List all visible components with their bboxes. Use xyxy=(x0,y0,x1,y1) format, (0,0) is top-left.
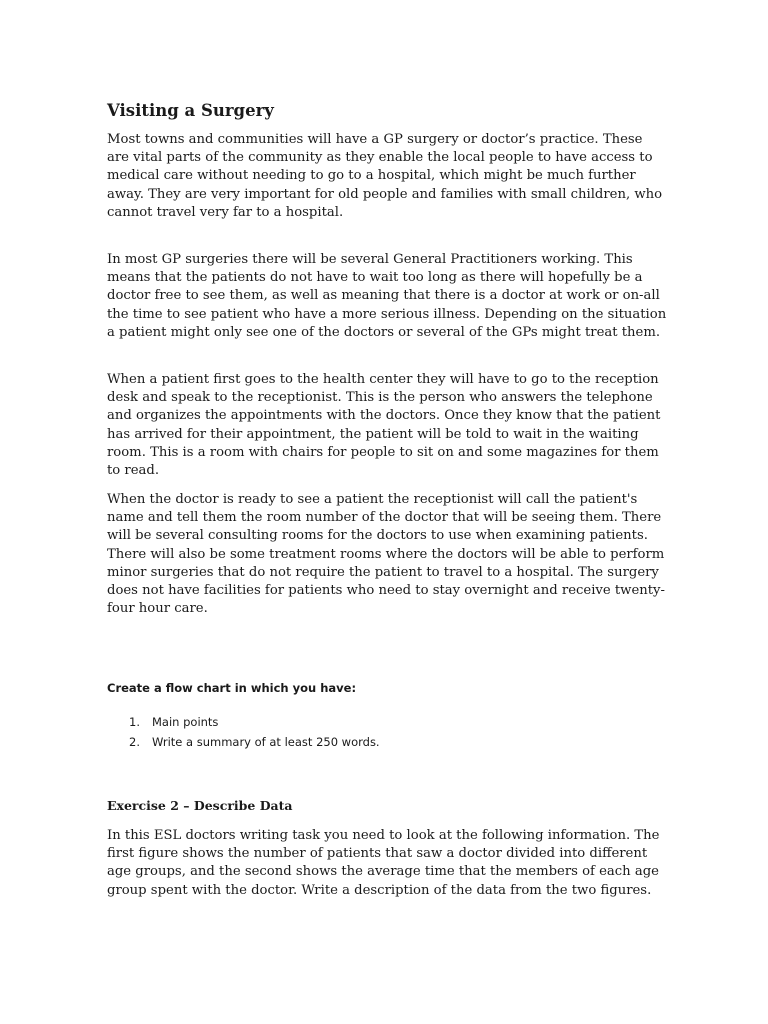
paragraph-consulting-rooms: When the doctor is ready to see a patient the receptionist will call the patient's name and tell them the room number of the doctor that will be seeing them. There will be several consulting rooms for the doctors to use when examining patients. There will also be some treatment rooms where the doctors will be able to perform minor surgeries that do not require the patient to travel to a hospital. The surgery does not have facilities for patients who need to stay overnight and receive twenty-four hour care. xyxy=(107,492,665,617)
document-title: Visiting a Surgery xyxy=(107,101,274,120)
task-item-number: 2. xyxy=(129,735,140,749)
paragraph-reception: When a patient first goes to the health center they will have to go to the reception desk and speak to the receptionist. This is the person who answers the telephone and organizes the appointments with the doctors. Once they know that the patient has arrived for their appointment, the patient will be told to wait in the waiting room. This is a room with chairs for people to sit on and some magazines for them to read. xyxy=(107,372,661,479)
task-item-text: Write a summary of at least 250 words. xyxy=(152,735,380,749)
exercise-heading: Exercise 2 – Describe Data xyxy=(107,798,293,813)
paragraph-gp-surgery-intro: Most towns and communities will have a GP surgery or doctor’s practice. These are vital parts of the community as they enable the local people to have access to medical care without needing to go to a hospital, which might be much further away. They are very important for old people and families with small children, who cannot travel very far to a hospital. xyxy=(107,132,663,220)
task-list-item xyxy=(107,732,380,752)
task-heading: Create a flow chart in which you have: xyxy=(107,681,357,695)
task-item-number: 1. xyxy=(129,715,140,729)
paragraph-general-practitioners: In most GP surgeries there will be several General Practitioners working. This means that the patients do not have to wait too long as there will hopefully be a doctor free to see them, as well as meaning that there is a doctor at work or on-all the time to see patient who have a more serious illness. Depending on the situation a patient might only see one of the doctors or several of the GPs might treat them. xyxy=(107,252,667,340)
task-item-text: Main points xyxy=(152,715,219,729)
paragraph-exercise-instructions: In this ESL doctors writing task you need to look at the following information. The first figure shows the number of patients that saw a doctor divided into different age groups, and the second shows the average time that the members of each age group spent with the doctor. Write a description of the data from the two figures. xyxy=(107,828,660,898)
task-list-item xyxy=(107,712,380,732)
task-list xyxy=(107,712,380,752)
